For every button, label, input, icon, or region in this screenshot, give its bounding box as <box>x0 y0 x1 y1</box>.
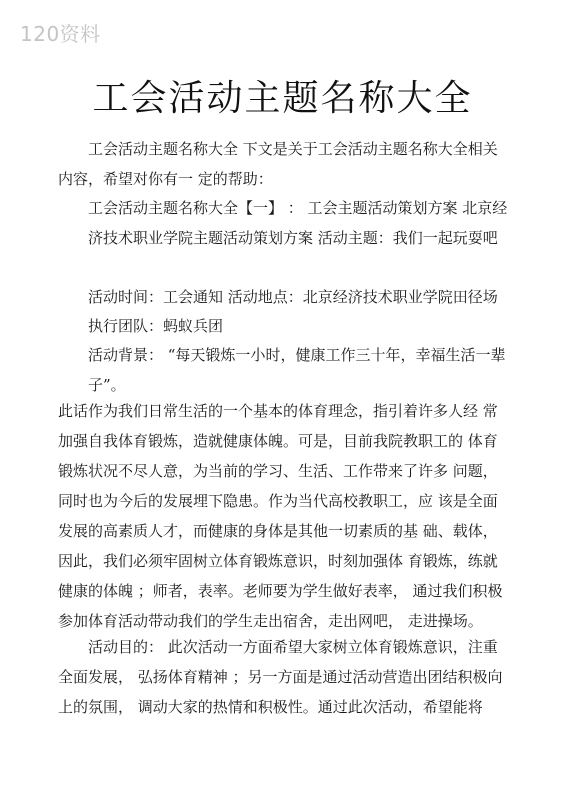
plan-heading: 工会活动主题名称大全【一】 ： 工会主题活动策划方案 北京经济技术职业学院主题活动策划方案 活动主题：我们一起玩耍吧 <box>88 199 508 247</box>
activity-background: 活动背景： “每天锻炼一小时，健康工作三十年，幸福生活一辈子”。 <box>88 346 506 394</box>
activity-time-place: 活动时间：工会通知 活动地点：北京经济技术职业学院田径场 <box>88 288 498 306</box>
intro-paragraph: 工会活动主题名称大全 下文是关于工会活动主题名称大全相关内容，希望对你有一 定的帮助： <box>58 140 498 188</box>
execution-team: 执行团队：蚂蚁兵团 <box>88 317 224 335</box>
watermark: 120资料 <box>20 22 101 46</box>
body-paragraph: 此话作为我们日常生活的一个基本的体育理念，指引着许多人经 常加强自我体育锻炼，造就健康体魄。可是，目前我院教职工的 体育锻炼状况不尽人意，为当前的学习、生活、工作带来了许多 问题，同时也为今后的发展埋下隐患。作为当代高校教职工，应 该是全面发展的高素质人才，而健康的身体是其他一切素质的基 础、载体，因此，我们必须牢固树立体育锻炼意识，时刻加强体 育锻炼，练就健康的体魄 ；师者，表率。老师要为学生做好表率， 通过我们积极参加体育活动带动我们的学生走出宿舍，走出网吧， 走进操场。 <box>58 402 503 630</box>
page-title: 工会活动主题名称大全 <box>92 78 473 119</box>
activity-goal: 活动目的： 此次活动一方面希望大家树立体育锻炼意识，注重全面发展， 弘扬体育精神 ；另一方面是通过活动营造出团结积极向上的氛围， 调动大家的热情和积极性。通过此次活动，希望能将 <box>58 638 503 716</box>
